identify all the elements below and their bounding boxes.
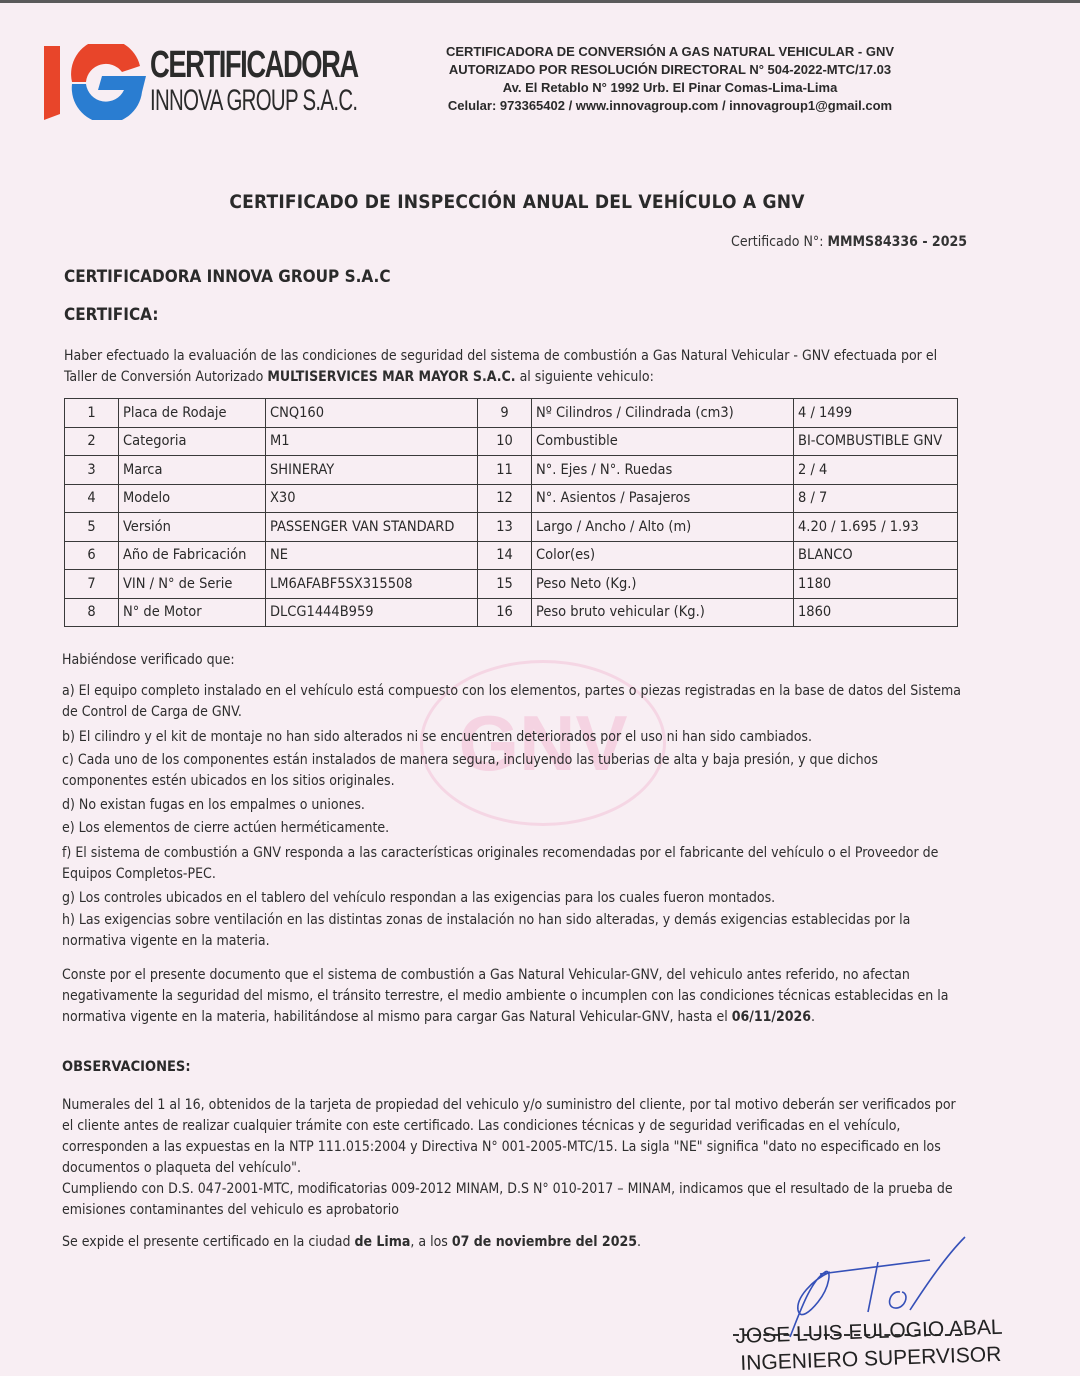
verification-heading: Habiéndose verificado que: <box>62 652 235 668</box>
field-label-right: Color(es) <box>532 541 794 570</box>
org-line-2: AUTORIZADO POR RESOLUCIÓN DIRECTORAL N° 504-2022-MTC/17.03 <box>448 62 892 77</box>
workshop-name: MULTISERVICES MAR MAYOR S.A.C. <box>267 369 516 385</box>
field-value-left: CNQ160 <box>266 399 478 428</box>
conste-text: Conste por el presente documento que el sistema de combustión a Gas Natural Vehicular-GNV, del vehiculo antes referido, no afectan negativamente la seguridad del mismo, el tránsito terrestre, el medio ambiente o incumplen con las condiciones técnicas establecidas en la normativa vigente en la materia, habilitándose al mismo para cargar Gas Natural Vehicular-GNV, hasta el <box>62 967 949 1025</box>
org-contact: Celular: 973365402 / www.innovagroup.com / innovagroup1@gmail.com <box>447 98 893 113</box>
field-label-right: Peso Neto (Kg.) <box>532 570 794 599</box>
table-row <box>65 513 958 542</box>
verification-item-f: f) El sistema de combustión a GNV responda a las características originales recomendadas por el fabricante del vehículo o el Proveedor de Equipos Completos-PEC. <box>62 845 939 882</box>
field-value-right: 8 / 7 <box>794 484 958 513</box>
row-number-right: 12 <box>478 484 532 513</box>
logo-line-1: CERTIFICADORA <box>150 44 358 86</box>
row-number-left: 3 <box>65 456 119 485</box>
issue-end: . <box>636 1234 641 1250</box>
field-value-left: SHINERAY <box>266 456 478 485</box>
logo-line-2: INNOVA GROUP S.A.C. <box>150 84 358 117</box>
table-row <box>65 399 958 428</box>
field-value-left: DLCG1444B959 <box>266 598 478 627</box>
row-number-right: 10 <box>478 427 532 456</box>
verification-item-h: h) Las exigencias sobre ventilación en las distintas zonas de instalación no han sido alteradas, y demás exigencias establecidas por la normativa vigente en la materia. <box>62 912 911 949</box>
field-value-right: 4.20 / 1.695 / 1.93 <box>794 513 958 542</box>
field-value-right: 4 / 1499 <box>794 399 958 428</box>
row-number-right: 15 <box>478 570 532 599</box>
table-row <box>65 541 958 570</box>
row-number-right: 9 <box>478 399 532 428</box>
field-value-left: PASSENGER VAN STANDARD <box>266 513 478 542</box>
field-label-left: VIN / N° de Serie <box>119 570 266 599</box>
field-value-right: BI-COMBUSTIBLE GNV <box>794 427 958 456</box>
verification-item-c: c) Cada uno de los componentes están instalados de manera segura, incluyendo las tuberias de alta y baja presión, y que dichos componentes estén ubicados en los sitios originales. <box>62 752 878 789</box>
company-logo <box>42 40 358 120</box>
row-number-right: 16 <box>478 598 532 627</box>
row-number-left: 2 <box>65 427 119 456</box>
field-label-right: Peso bruto vehicular (Kg.) <box>532 598 794 627</box>
field-label-left: Marca <box>119 456 266 485</box>
table-row <box>65 570 958 599</box>
intro-text-end: al siguiente vehiculo: <box>515 369 654 385</box>
field-label-right: Largo / Ancho / Alto (m) <box>532 513 794 542</box>
field-label-right: N°. Ejes / N°. Ruedas <box>532 456 794 485</box>
certificate-number <box>731 234 967 250</box>
org-line-1: CERTIFICADORA DE CONVERSIÓN A GAS NATURAL VEHICULAR - GNV <box>445 44 895 59</box>
observations-heading: OBSERVACIONES: <box>62 1059 191 1075</box>
table-row <box>65 456 958 485</box>
ig-logo-icon <box>42 44 154 120</box>
verification-item-a: a) El equipo completo instalado en el vehículo está compuesto con los elementos, partes o piezas registradas en la base de datos del Sistema de Control de Carga de GNV. <box>62 683 962 720</box>
certificate-number-label: Certificado N°: <box>731 234 824 250</box>
field-label-left: Placa de Rodaje <box>119 399 266 428</box>
verification-item-g: g) Los controles ubicados en el tablero del vehículo respondan a las exigencias para los cuales fueron montados. <box>62 890 776 906</box>
field-value-right: 2 / 4 <box>794 456 958 485</box>
table-row <box>65 598 958 627</box>
field-label-left: Versión <box>119 513 266 542</box>
field-value-left: M1 <box>266 427 478 456</box>
table-row <box>65 427 958 456</box>
watermark-text: GNV <box>458 698 628 787</box>
row-number-left: 1 <box>65 399 119 428</box>
certifica-heading: CERTIFICA: <box>64 305 159 325</box>
row-number-left: 8 <box>65 598 119 627</box>
observations-paragraph-1: Numerales del 1 al 16, obtenidos de la tarjeta de propiedad del vehiculo y/o suministro del cliente, por tal motivo deberán ser verificados por el cliente antes de realizar cualquier trámite con este certificado. Las condiciones técnicas y de seguridad verificadas en el vehículo, corresponden a las expuestas en la NTP 111.015:2004 y Directiva N° 001-2005-MTC/15. La sigla "NE" significa "dato no especificado en los documentos o plaqueta del vehículo". <box>62 1097 956 1176</box>
observations-paragraph-2: Cumpliendo con D.S. 047-2001-MTC, modificatorias 009-2012 MINAM, D.S N° 010-2017 – MINAM, indicamos que el resultado de la prueba de emisiones contaminantes del vehiculo es aprobatorio <box>62 1181 953 1218</box>
field-value-left: LM6AFABF5SX315508 <box>266 570 478 599</box>
conste-end: . <box>811 1009 816 1025</box>
verification-item-b: b) El cilindro y el kit de montaje no han sido alterados ni se encuentren deteriorados por el uso ni han sido cambiados. <box>62 729 812 745</box>
top-border-line <box>0 0 1080 3</box>
field-label-right: Nº Cilindros / Cilindrada (cm3) <box>532 399 794 428</box>
org-address: Av. El Retablo N° 1992 Urb. El Pinar Comas-Lima-Lima <box>502 80 838 95</box>
field-value-left: X30 <box>266 484 478 513</box>
intro-text: Haber efectuado la evaluación de las condiciones de seguridad del sistema de combustión a Gas Natural Vehicular - GNV efectuada por el Taller de Conversión Autorizado <box>64 348 938 385</box>
table-row <box>65 484 958 513</box>
issue-date: 07 de noviembre del 2025 <box>451 1234 637 1250</box>
company-name: CERTIFICADORA INNOVA GROUP S.A.C <box>64 267 391 287</box>
document-title: CERTIFICADO DE INSPECCIÓN ANUAL DEL VEHÍCULO A GNV <box>229 191 805 213</box>
issue-city: de Lima <box>354 1234 411 1250</box>
verification-item-e: e) Los elementos de cierre actúen herméticamente. <box>62 820 390 836</box>
row-number-left: 6 <box>65 541 119 570</box>
valid-until-date: 06/11/2026 <box>731 1009 812 1025</box>
conste-paragraph <box>62 965 962 1028</box>
row-number-right: 11 <box>478 456 532 485</box>
field-label-left: Categoria <box>119 427 266 456</box>
field-label-right: N°. Asientos / Pasajeros <box>532 484 794 513</box>
intro-paragraph <box>64 346 964 388</box>
signer-name: JOSE LUIS EULOGIO ABAL <box>735 1315 1003 1348</box>
field-value-left: NE <box>266 541 478 570</box>
vehicle-data-table <box>64 398 958 627</box>
field-label-left: N° de Motor <box>119 598 266 627</box>
field-label-right: Combustible <box>532 427 794 456</box>
row-number-right: 13 <box>478 513 532 542</box>
organization-info <box>410 43 930 115</box>
issue-text-2: , a los <box>410 1234 452 1250</box>
field-label-left: Año de Fabricación <box>119 541 266 570</box>
row-number-left: 5 <box>65 513 119 542</box>
signer-role: INGENIERO SUPERVISOR <box>740 1342 1002 1375</box>
field-value-right: 1860 <box>794 598 958 627</box>
row-number-left: 7 <box>65 570 119 599</box>
verification-item-d: d) No existan fugas en los empalmes o uniones. <box>62 797 365 813</box>
issue-text: Se expide el presente certificado en la ciudad <box>62 1234 355 1250</box>
row-number-right: 14 <box>478 541 532 570</box>
field-label-left: Modelo <box>119 484 266 513</box>
certificate-number-value: MMMS84336 - 2025 <box>827 234 967 250</box>
row-number-left: 4 <box>65 484 119 513</box>
field-value-right: BLANCO <box>794 541 958 570</box>
field-value-right: 1180 <box>794 570 958 599</box>
